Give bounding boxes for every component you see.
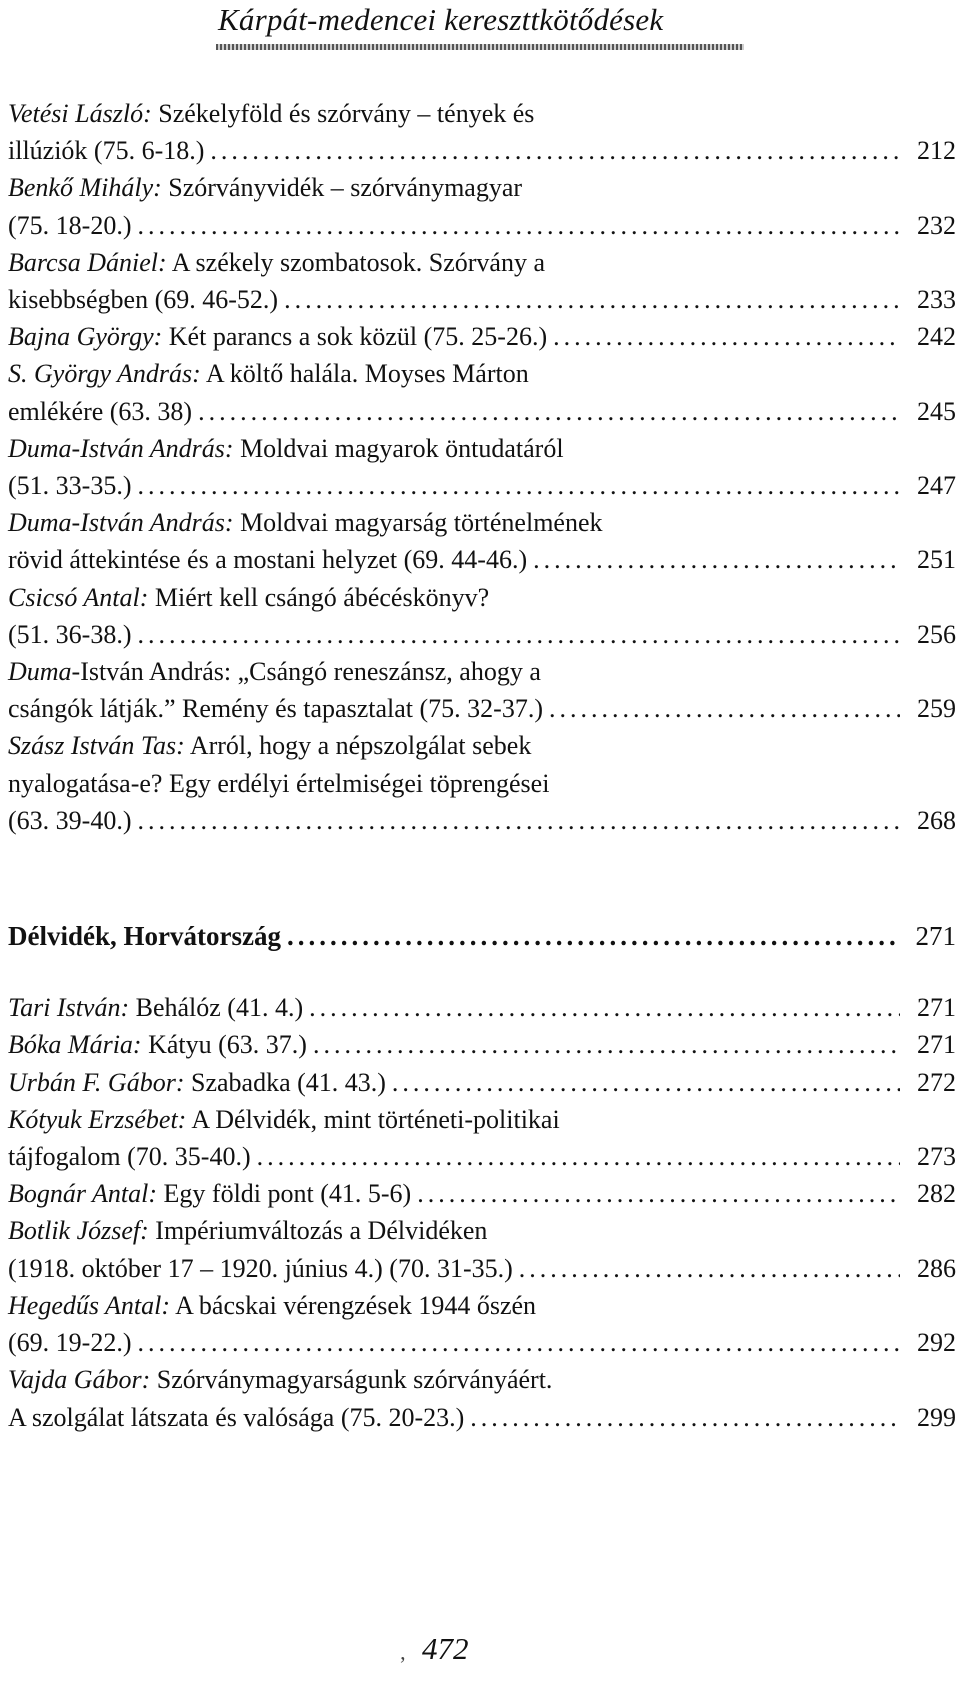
dot-leader: [549, 690, 900, 727]
section-page-number: 271: [915, 921, 956, 952]
entry-title: tájfogalom (70. 35-40.): [8, 1142, 251, 1172]
entry-page-number: 286: [917, 1253, 956, 1283]
dot-leader: [309, 989, 900, 1026]
entry-line: [8, 579, 956, 616]
entry-group-delvidek: [8, 989, 956, 1435]
entry-line: [8, 430, 956, 467]
dot-leader: [210, 132, 900, 169]
entry-line: [8, 1287, 956, 1324]
dot-leader: [284, 281, 900, 318]
toc-entry: [8, 318, 956, 355]
entry-author-rest: István András:: [80, 657, 232, 687]
toc-entry: [8, 727, 956, 839]
entry-author: Szász István Tas:: [8, 731, 185, 761]
entry-line: [8, 281, 956, 318]
entry-title: A szolgálat látszata és valósága (75. 20-23.): [8, 1402, 465, 1432]
entry-line: [8, 95, 956, 132]
entry-line: [8, 918, 956, 955]
entry-title: A költő halála. Moyses Márton: [205, 359, 529, 389]
header-rule: [216, 44, 744, 50]
entry-line: [8, 1138, 956, 1175]
dot-leader: [198, 393, 900, 430]
entry-page-number: 256: [917, 619, 956, 649]
toc-entry: [8, 244, 956, 318]
entry-page-number: 271: [917, 1030, 956, 1060]
entry-title: (51. 36-38.): [8, 619, 132, 649]
entry-title: Moldvai magyarok öntudatáról: [240, 433, 564, 463]
entry-line: [8, 207, 956, 244]
entry-line: [8, 467, 956, 504]
entry-page-number: 292: [917, 1328, 956, 1358]
dot-leader: [313, 1026, 900, 1063]
entry-line: [8, 1250, 956, 1287]
entry-line: [8, 1064, 956, 1101]
entry-author: S. György András:: [8, 359, 201, 389]
entry-title: (1918. október 17 – 1920. június 4.) (70. 31-35.): [8, 1253, 513, 1283]
entry-line: [8, 1212, 956, 1249]
dot-leader: [137, 207, 900, 244]
toc-entry: [8, 430, 956, 504]
running-head: Kárpát-medencei kereszttkötődések: [218, 2, 664, 37]
entry-line: [8, 1101, 956, 1138]
entry-author: Duma-István András:: [8, 508, 234, 538]
entry-page-number: 273: [917, 1142, 956, 1172]
entry-title: Szabadka (41. 43.): [190, 1067, 386, 1097]
entry-author: Hegedűs Antal:: [8, 1290, 170, 1320]
toc-entry: [8, 579, 956, 653]
entry-title: Arról, hogy a népszolgálat sebek: [189, 731, 532, 761]
entry-line: [8, 653, 956, 690]
entry-title: Miért kell csángó ábécéskönyv?: [154, 582, 490, 612]
toc-entry: [8, 1361, 956, 1435]
entry-line: [8, 541, 956, 578]
entry-line: [8, 393, 956, 430]
toc-entry: [8, 95, 956, 169]
entry-page-number: 299: [917, 1402, 956, 1432]
entry-line: [8, 318, 956, 355]
dot-leader: [553, 318, 900, 355]
entry-author: Bóka Mária:: [8, 1030, 142, 1060]
entry-title: Egy földi pont (41. 5-6): [163, 1179, 412, 1209]
entry-page-number: 272: [917, 1067, 956, 1097]
entry-title: kisebbségben (69. 46-52.): [8, 285, 279, 315]
entry-line: [8, 1324, 956, 1361]
entry-line: [8, 244, 956, 281]
entry-author: Barcsa Dániel:: [8, 247, 167, 277]
dot-leader: [137, 616, 900, 653]
entry-title: A bácskai vérengzések 1944 őszén: [175, 1290, 537, 1320]
entry-line: [8, 1399, 956, 1436]
toc-entry: [8, 1175, 956, 1212]
dot-leader: [519, 1250, 900, 1287]
entry-line: [8, 616, 956, 653]
entry-title: illúziók (75. 6-18.): [8, 136, 205, 166]
entry-page-number: 212: [917, 136, 956, 166]
dot-leader: [137, 802, 900, 839]
entry-line: [8, 1361, 956, 1398]
entry-title: Impériumváltozás a Délvidéken: [155, 1216, 488, 1246]
toc-entry: [8, 653, 956, 727]
entry-page-number: 282: [917, 1179, 956, 1209]
entry-line: [8, 504, 956, 541]
entry-line: [8, 765, 956, 802]
entry-title: Moldvai magyarság történelmének: [240, 508, 603, 538]
entry-author: Tari István:: [8, 993, 130, 1023]
entry-line: [8, 690, 956, 727]
toc-entry: [8, 504, 956, 578]
entry-author: Vetési László:: [8, 99, 152, 128]
toc-entry: [8, 1064, 956, 1101]
entry-author: Duma-: [8, 657, 81, 687]
dot-leader: [137, 1324, 900, 1361]
entry-title: rövid áttekintése és a mostani helyzet (69. 44-46.): [8, 545, 528, 575]
toc-entry: [8, 1287, 956, 1361]
toc-entry: [8, 989, 956, 1026]
entry-title: (69. 19-22.): [8, 1328, 132, 1358]
toc-entry: [8, 169, 956, 243]
toc-entry: [8, 1212, 956, 1286]
dot-leader: [392, 1064, 900, 1101]
page-number: 472: [422, 1631, 469, 1666]
entry-page-number: 233: [917, 285, 956, 315]
entry-title: nyalogatása-e? Egy erdélyi értelmiségei töprengései: [8, 768, 550, 798]
toc-entry: [8, 355, 956, 429]
entry-page-number: 247: [917, 471, 956, 501]
toc-entry: [8, 1101, 956, 1175]
dot-leader: [533, 541, 900, 578]
table-of-contents: [8, 95, 956, 1436]
entry-line: [8, 355, 956, 392]
entry-page-number: 245: [917, 396, 956, 426]
entry-title: Székelyföld és szórvány – tények és: [158, 99, 535, 128]
entry-title: „Csángó reneszánsz, ahogy a: [237, 657, 541, 687]
entry-title: csángók látják.” Remény és tapasztalat (75. 32-37.): [8, 694, 543, 724]
entry-page-number: 232: [917, 210, 956, 240]
entry-line: [8, 802, 956, 839]
entry-line: [8, 1026, 956, 1063]
entry-author: Bognár Antal:: [8, 1179, 158, 1209]
entry-author: Bajna György:: [8, 322, 163, 352]
entry-group-erdely: [8, 95, 956, 653]
entry-author: Csicsó Antal:: [8, 582, 149, 612]
entry-line: [8, 1175, 956, 1212]
dot-leader: [470, 1399, 900, 1436]
toc-entry: [8, 1026, 956, 1063]
entry-author: Benkő Mihály:: [8, 173, 162, 203]
entry-title: Két parancs a sok közül (75. 25-26.): [168, 322, 548, 352]
entry-page-number: 271: [917, 993, 956, 1023]
entry-page-number: 259: [917, 694, 956, 724]
entry-title: A székely szombatosok. Szórvány a: [171, 247, 546, 277]
entry-title: emlékére (63. 38): [8, 396, 193, 426]
entry-page-number: 242: [917, 322, 956, 352]
entry-line: [8, 989, 956, 1026]
section-title: Délvidék, Horvátország: [8, 921, 281, 952]
entry-author: Botlik József:: [8, 1216, 149, 1246]
entry-title: Behálóz (41. 4.): [135, 993, 304, 1023]
entry-title: Kátyu (63. 37.): [148, 1030, 307, 1060]
entry-title: A Délvidék, mint történeti-politikai: [191, 1104, 560, 1134]
entry-title: (75. 18-20.): [8, 210, 132, 240]
dot-leader: [257, 1138, 900, 1175]
entry-author: Vajda Gábor:: [8, 1365, 151, 1395]
entry-author: Urbán F. Gábor:: [8, 1067, 185, 1097]
entry-title: (63. 39-40.): [8, 805, 132, 835]
dot-leader: [417, 1175, 900, 1212]
entry-title: (51. 33-35.): [8, 471, 132, 501]
entry-line: [8, 132, 956, 169]
dot-leader: [137, 467, 900, 504]
entry-title: Szórványvidék – szórványmagyar: [168, 173, 523, 203]
section-heading: [8, 918, 956, 955]
stray-print-mark: ʼ: [399, 1652, 407, 1677]
dot-leader: [287, 918, 900, 955]
entry-author: Duma-István András:: [8, 433, 234, 463]
entry-page-number: 251: [917, 545, 956, 575]
entry-line: [8, 169, 956, 206]
entry-title: Szórványmagyarságunk szórványáért.: [156, 1365, 553, 1395]
entry-author: Kótyuk Erzsébet:: [8, 1104, 187, 1134]
entry-page-number: 268: [917, 805, 956, 835]
entry-line: [8, 727, 956, 764]
